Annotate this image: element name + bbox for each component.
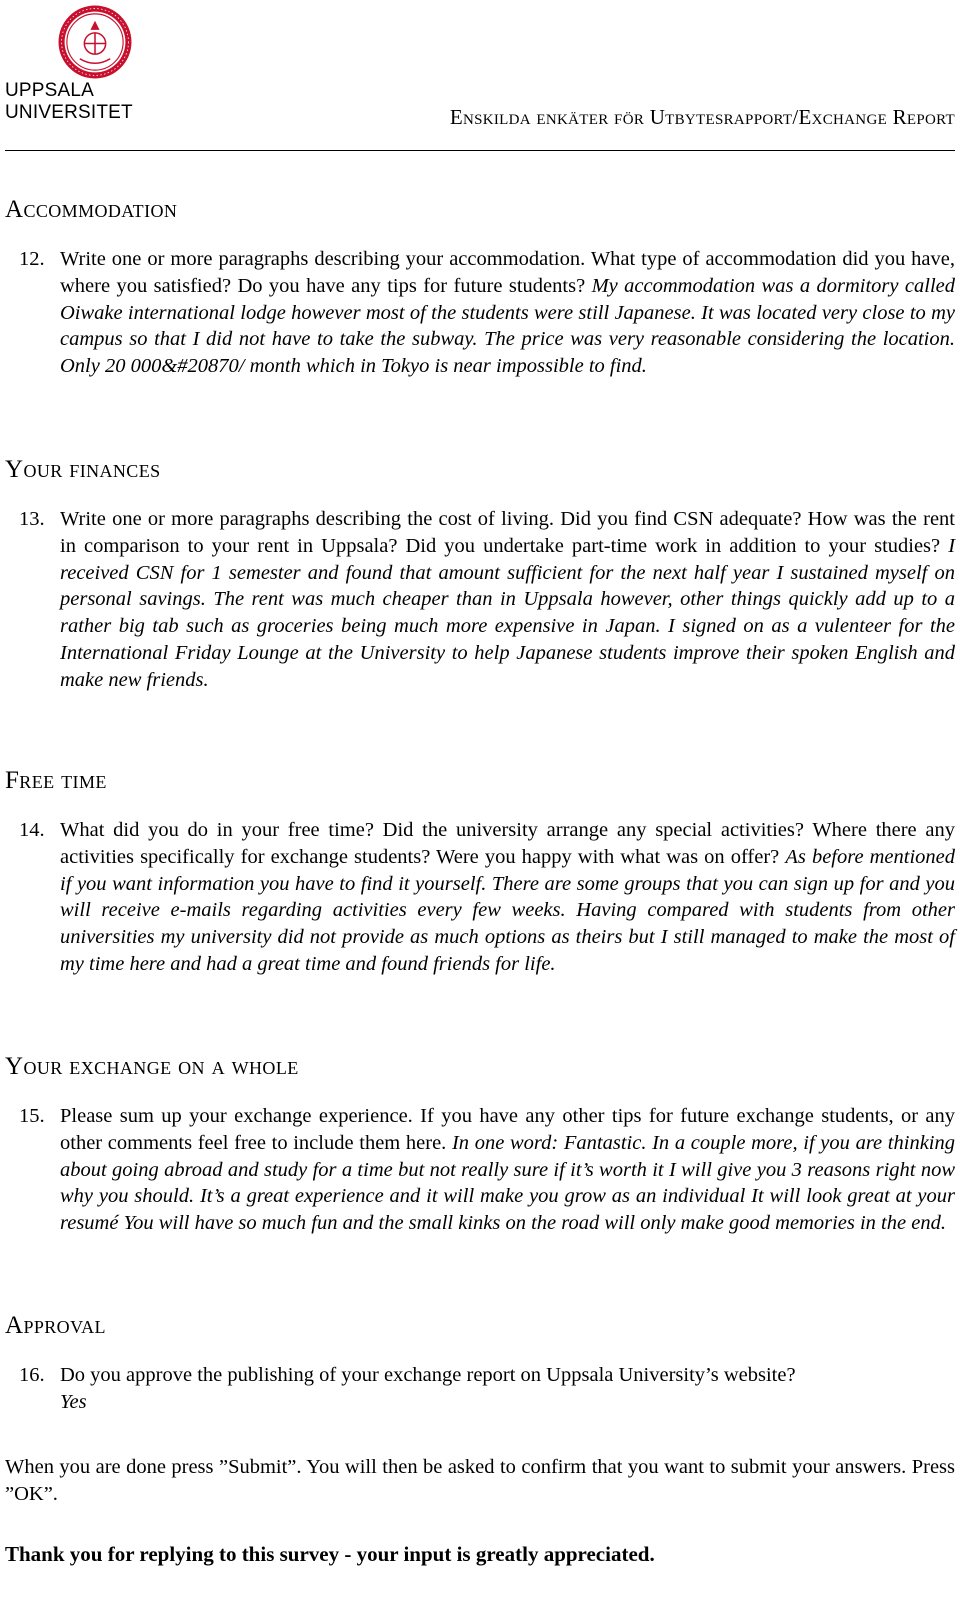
question-text: Write one or more paragraphs describing your accommodation. What type of accommodation did you have, where you satisfied? Do you have any tips for future students?	[60, 248, 955, 297]
question-item-12	[5, 246, 955, 380]
university-seal-logo	[57, 4, 133, 80]
page-header	[5, 0, 955, 151]
question-body	[60, 246, 955, 380]
question-item-16	[5, 1362, 955, 1416]
section-title-approval: Approval	[5, 1312, 106, 1339]
question-text: Do you approve the publishing of your exchange report on Uppsala University’s website?	[60, 1364, 796, 1386]
question-body	[60, 1362, 955, 1416]
question-number: 16.	[19, 1364, 45, 1386]
section-title-finances: Your finances	[5, 456, 161, 483]
university-name	[5, 80, 133, 124]
university-name-line1: UPPSALA	[5, 80, 95, 101]
university-name-line2: UNIVERSITET	[5, 102, 133, 123]
question-number: 14.	[19, 819, 45, 841]
question-number: 12.	[19, 248, 45, 270]
section-title-accommodation: Accommodation	[5, 196, 178, 223]
question-item-13	[5, 506, 955, 694]
answer-text: I received CSN for 1 semester and found that amount sufficient for the next half year I sustained myself on personal savings. The rent was much cheaper than in Uppsala however, other things quickly add up to a rather big tab such as groceries being much more expensive in Japan. I signed on as a vulenteer for the International Friday Lounge at the University to help Japanese students improve their spoken English and make new friends.	[60, 534, 956, 691]
question-body	[60, 817, 955, 978]
submit-instructions: When you are done press ”Submit”. You will then be asked to confirm that you want to submit your answers. Press ”OK”.	[5, 1456, 955, 1505]
answer-text: In one word: Fantastic. In a couple more, if you are thinking about going abroad and study for a time but not really sure if it’s worth it I will give you 3 reasons right now why you should. It’s a great experience and it will make you grow as an individual It will look great at your resumé You will have so much fun and the small kinks on the road will only make good memories in the end.	[60, 1131, 955, 1235]
document-title: Enskilda enkäter för Utbytesrapport/Exchange Report	[449, 105, 955, 129]
question-text: Write one or more paragraphs describing the cost of living. Did you find CSN adequate? How was the rent in comparison to your rent in Uppsala? Did you undertake part-time work in addition to your studies?	[60, 508, 955, 557]
question-body	[60, 506, 955, 694]
answer-text: My accommodation was a dormitory called Oiwake international lodge however most of the students were still Japanese. It was located very close to my campus so that I did not have to take the subway. The price was very reasonable considering the location. Only 20 000&#20870/ month which in Tokyo is near impossible to find.	[60, 274, 955, 378]
question-item-14	[5, 817, 955, 978]
question-item-15	[5, 1103, 955, 1237]
section-title-exchange-whole: Your exchange on a whole	[5, 1053, 299, 1080]
question-text: What did you do in your free time? Did the university arrange any special activities? Where there any activities specifically for exchange students? Were you happy with what was on offer?	[60, 819, 955, 868]
answer-text: Yes	[60, 1390, 87, 1413]
thank-you-note: Thank you for replying to this survey - your input is greatly appreciated.	[5, 1542, 655, 1566]
answer-text: As before mentioned if you want information you have to find it yourself. There are some groups that you can sign up for and you will receive e-mails regarding activities every few weeks. Having compared with students from other universities my university did not provide as much options as theirs but I still managed to make the most of my time here and had a great time and found friends for life.	[60, 845, 956, 975]
question-number: 13.	[19, 508, 45, 530]
section-title-free-time: Free time	[5, 767, 107, 794]
document-page	[5, 0, 956, 1566]
question-body	[60, 1103, 955, 1237]
question-text: Please sum up your exchange experience. If you have any other tips for future exchange students, or any other comments feel free to include them here.	[60, 1105, 955, 1154]
question-number: 15.	[19, 1105, 45, 1127]
